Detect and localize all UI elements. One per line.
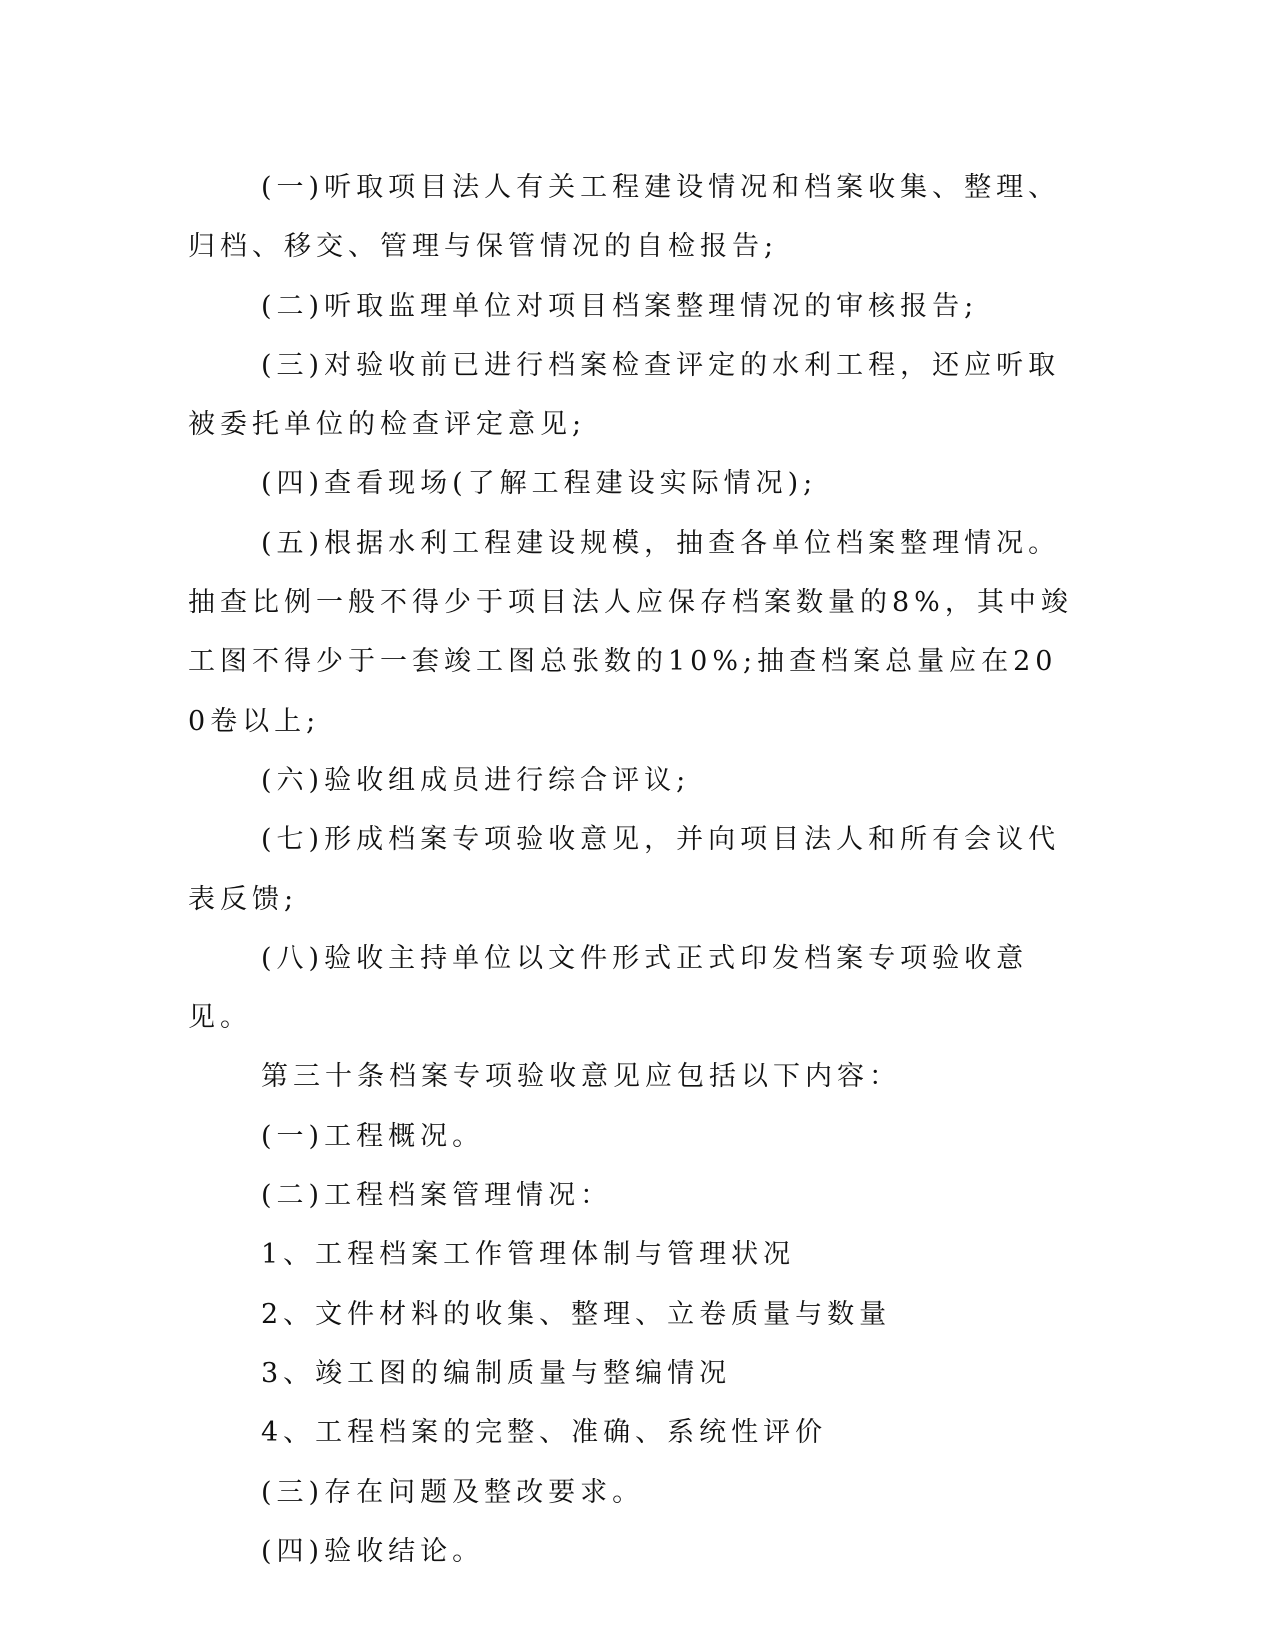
paragraph-issue-opinion: (八)验收主持单位以文件形式正式印发档案专项验收意见。 — [188, 942, 1029, 1034]
paragraph-hear-self-inspection-report: (一)听取项目法人有关工程建设情况和档案收集、整理、归档、移交、管理与保管情况的自检报告; — [188, 172, 1061, 263]
paragraph-problems-rectification: (三)存在问题及整改要求。 — [261, 1476, 645, 1508]
document-body — [188, 158, 1073, 1581]
list-item-integrity-evaluation: 4、工程档案的完整、准确、系统性评价 — [261, 1417, 828, 1449]
paragraph-site-inspection: (四)查看现场(了解工程建设实际情况); — [261, 468, 818, 500]
list-item-as-built-drawings: 3、竣工图的编制质量与整编情况 — [261, 1357, 732, 1389]
paragraph-archive-management: (二)工程档案管理情况： — [261, 1180, 613, 1212]
paragraph-form-opinion: (七)形成档案专项验收意见，并向项目法人和所有会议代表反馈; — [188, 824, 1061, 915]
list-item-file-collection: 2、文件材料的收集、整理、立卷质量与数量 — [261, 1298, 892, 1330]
paragraph-group-review: (六)验收组成员进行综合评议; — [261, 764, 691, 796]
paragraph-article-thirty: 第三十条档案专项验收意见应包括以下内容： — [261, 1061, 901, 1093]
paragraph-acceptance-conclusion: (四)验收结论。 — [261, 1535, 485, 1567]
paragraph-sampling-check: (五)根据水利工程建设规模，抽查各单位档案整理情况。抽查比例一般不得少于项目法人应保存档案数量的8%，其中竣工图不得少于一套竣工图总张数的10%;抽查档案总量应在200卷以上; — [188, 527, 1073, 737]
paragraph-hear-supervision-review: (二)听取监理单位对项目档案整理情况的审核报告; — [261, 290, 979, 322]
paragraph-project-overview: (一)工程概况。 — [261, 1120, 485, 1152]
paragraph-hear-entrusted-evaluation: (三)对验收前已进行档案检查评定的水利工程，还应听取被委托单位的检查评定意见; — [188, 349, 1061, 441]
list-item-management-system: 1、工程档案工作管理体制与管理状况 — [261, 1239, 796, 1271]
